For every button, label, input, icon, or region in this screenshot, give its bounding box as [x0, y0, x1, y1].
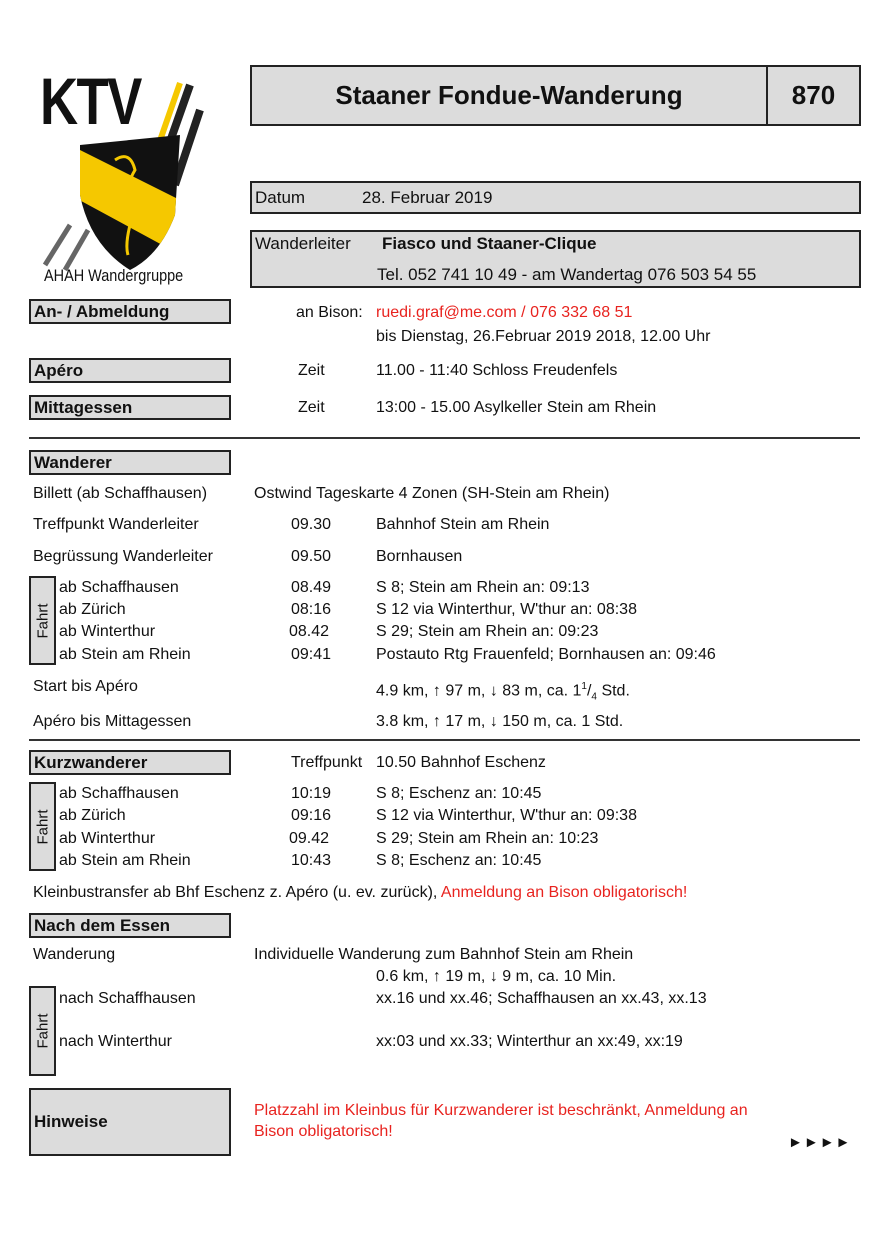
datum-box — [250, 181, 861, 214]
trip-time: 09.42 — [289, 830, 330, 847]
trip-from: ab Winterthur — [59, 623, 156, 640]
mittag-sub: Zeit — [298, 399, 325, 416]
trip-detail: S 8; Stein am Rhein an: 09:13 — [376, 579, 590, 596]
datum-value: 28. Februar 2019 — [362, 188, 493, 207]
divider — [29, 739, 860, 741]
hinweise-line2: Bison obligatorisch! — [254, 1123, 393, 1140]
trip-detail: S 29; Stein am Rhein an: 10:23 — [376, 830, 599, 847]
row-time: 09.50 — [291, 548, 332, 565]
start-text: 4.9 km, ↑ 97 m, ↓ 83 m, ca. 1 — [376, 682, 582, 700]
trip-from: ab Zürich — [59, 807, 126, 824]
kurz-treff-label: Treffpunkt — [291, 754, 363, 771]
trip-to: nach Schaffhausen — [59, 990, 196, 1007]
page-title: Staaner Fondue-Wanderung — [335, 80, 683, 110]
billett-label: Billett (ab Schaffhausen) — [33, 485, 208, 502]
fahrt-label — [29, 782, 56, 871]
logo-title: KTV — [40, 64, 141, 138]
start-unit: Std. — [601, 682, 630, 700]
title-box — [250, 65, 861, 126]
trip-detail: S 29; Stein am Rhein an: 09:23 — [376, 623, 599, 640]
trip-time: 09:41 — [291, 646, 332, 663]
next-page-arrows-icon: ►►►► — [788, 1134, 852, 1151]
wanderer-label: Wanderer — [29, 450, 231, 475]
billett-value: Ostwind Tageskarte 4 Zonen (SH-Stein am Rhein) — [254, 485, 610, 502]
divider — [29, 437, 860, 439]
trip-time: 10:43 — [291, 852, 332, 869]
logo-subtitle: AHAH Wandergruppe — [44, 266, 184, 285]
fraction-num: 1 — [581, 681, 587, 692]
leader-label: Wanderleiter — [255, 234, 351, 253]
row-detail: Bornhausen — [376, 548, 463, 565]
trip-from: ab Schaffhausen — [59, 785, 179, 802]
leader-name: Fiasco und Staaner-Clique — [382, 234, 597, 253]
trip-to: nach Winterthur — [59, 1033, 172, 1050]
trip-detail: xx:03 und xx.33; Winterthur an xx:49, xx:19 — [376, 1033, 683, 1050]
apero-sub: Zeit — [298, 362, 325, 379]
wanderung-label: Wanderung — [33, 946, 116, 963]
wanderung-value: Individuelle Wanderung zum Bahnhof Stein am Rhein — [254, 946, 634, 963]
datum-label: Datum — [255, 188, 306, 207]
fahrt-text: Fahrt — [34, 602, 51, 639]
row-detail: Bahnhof Stein am Rhein — [376, 516, 550, 533]
wanderung-distance: 0.6 km, ↑ 19 m, ↓ 9 m, ca. 10 Min. — [376, 968, 617, 985]
start-value: 4.9 km, ↑ 97 m, ↓ 83 m, ca. $1^1/_4$ Std. — [376, 681, 630, 703]
mittag-value: 13:00 - 15.00 Asylkeller Stein am Rhein — [376, 399, 657, 416]
apero-value: 11.00 - 11:40 Schloss Freudenfels — [376, 362, 618, 379]
fraction-den: 4 — [591, 691, 597, 703]
apero-label: Apéro — [29, 358, 231, 383]
trip-detail: S 8; Eschenz an: 10:45 — [376, 852, 542, 869]
shield-icon — [40, 75, 210, 275]
anmeldung-sub: an Bison: — [296, 304, 363, 321]
bus-note — [33, 883, 687, 903]
trip-detail: S 12 via Winterthur, W'thur an: 09:38 — [376, 807, 637, 824]
trip-from: ab Stein am Rhein — [59, 646, 191, 663]
bus-warning: Anmeldung an Bison obligatorisch! — [440, 884, 688, 901]
trip-from: ab Zürich — [59, 601, 126, 618]
anmeldung-label: An- / Abmeldung — [29, 299, 231, 324]
trip-detail: S 8; Eschenz an: 10:45 — [376, 785, 542, 802]
kurz-label: Kurzwanderer — [29, 750, 231, 775]
leader-box — [250, 230, 861, 288]
trip-from: ab Stein am Rhein — [59, 852, 191, 869]
anmeldung-deadline: bis Dienstag, 26.Februar 2019 2018, 12.00 Uhr — [376, 328, 711, 345]
trip-detail: S 12 via Winterthur, W'thur an: 08:38 — [376, 601, 637, 618]
trip-from: ab Winterthur — [59, 830, 156, 847]
trip-time: 09:16 — [291, 807, 332, 824]
trip-from: ab Schaffhausen — [59, 579, 179, 596]
hinweise-line1: Platzzahl im Kleinbus für Kurzwanderer ist beschränkt, Anmeldung an — [254, 1102, 748, 1119]
trip-time: 08.49 — [291, 579, 332, 596]
event-number: 870 — [791, 80, 836, 110]
fahrt-label — [29, 986, 56, 1076]
hinweise-label: Hinweise — [29, 1088, 231, 1156]
fahrt-text: Fahrt — [34, 1013, 51, 1049]
anmeldung-contact[interactable]: ruedi.graf@me.com / 076 332 68 51 — [376, 304, 633, 321]
mittag-label: Mittagessen — [29, 395, 231, 420]
row-label: Begrüssung Wanderleiter — [33, 548, 213, 565]
trip-time: 10:19 — [291, 785, 332, 802]
start-label: Start bis Apéro — [33, 678, 138, 695]
fahrt-label — [29, 576, 56, 665]
nach-label: Nach dem Essen — [29, 913, 231, 938]
kurz-treff-value: 10.50 Bahnhof Eschenz — [376, 754, 546, 771]
trip-detail: Postauto Rtg Frauenfeld; Bornhausen an: 09:46 — [376, 646, 716, 663]
bus-note-text: Kleinbustransfer ab Bhf Eschenz z. Apéro (u. ev. zurück), — [33, 884, 438, 901]
trip-detail: xx.16 und xx.46; Schaffhausen an xx.43, xx.13 — [376, 990, 707, 1007]
leader-phone: Tel. 052 741 10 49 - am Wandertag 076 503 54 55 — [377, 265, 757, 284]
apero-route-label: Apéro bis Mittagessen — [33, 713, 192, 730]
trip-time: 08.42 — [289, 623, 330, 640]
row-label: Treffpunkt Wanderleiter — [33, 516, 199, 533]
apero-route-value: 3.8 km, ↑ 17 m, ↓ 150 m, ca. 1 Std. — [376, 713, 624, 730]
row-time: 09.30 — [291, 516, 332, 533]
trip-time: 08:16 — [291, 601, 332, 618]
fahrt-text: Fahrt — [34, 808, 51, 845]
